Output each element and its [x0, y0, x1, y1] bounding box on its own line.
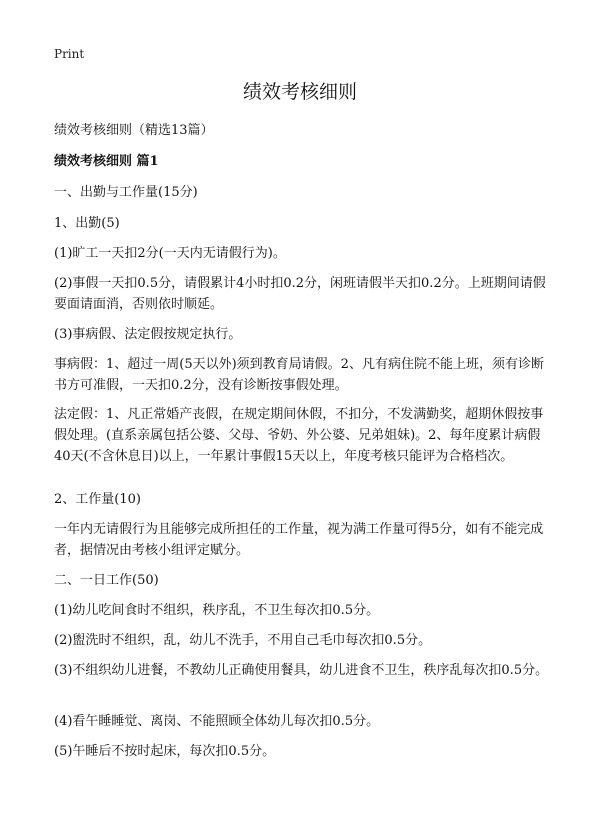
paragraph-snack-time: (1)幼儿吃间食时不组织，秩序乱，不卫生每次扣0.5分。 — [54, 603, 380, 618]
paragraph-sick-leave-rules: 事病假：1、超过一周(5天以外)须到教育局请假。2、凡有病住院不能上班，须有诊断书方可准假，一天扣0.2分，没有诊断按事假处理。 — [54, 357, 544, 393]
paragraph-washing: (2)盥洗时不组织，乱，幼儿不洗手，不用自己毛巾每次扣0.5分。 — [54, 633, 432, 648]
paragraph-meals: (3)不组织幼儿进餐，不教幼儿正确使用餐具，幼儿进食不卫生，秩序乱每次扣0.5分。 — [54, 663, 549, 678]
document-title: 绩效考核细则 — [242, 81, 357, 103]
print-link[interactable]: Print — [54, 47, 85, 61]
paragraph-legal-leave-rules: 法定假：1、凡正常婚产丧假，在规定期间休假，不扣分，不发满勤奖，超期休假按事假处理。(直系亲属包括公婆、父母、爷奶、外公婆、兄弟姐妹)。2、每年度累计病假40天(不含休息日)以上，一年累计事假15天以上，年度考核只能评为合格档次。 — [54, 407, 544, 464]
section-heading: 绩效考核细则 篇1 — [54, 154, 159, 169]
paragraph-absence: (1)旷工一天扣2分(一天内无请假行为)。 — [54, 246, 286, 261]
paragraph-workload: 2、工作量(10) — [54, 492, 141, 507]
paragraph-sick-legal-leave: (3)事病假、法定假按规定执行。 — [54, 327, 242, 342]
paragraph-attendance: 1、出勤(5) — [54, 216, 120, 231]
paragraph-nap-wakeup: (5)午睡后不按时起床，每次扣0.5分。 — [54, 744, 276, 759]
paragraph-daily-work: 二、一日工作(50) — [54, 573, 159, 588]
document-subtitle: 绩效考核细则（精选13篇） — [54, 123, 214, 138]
paragraph-attendance-workload: 一、出勤与工作量(15分) — [54, 185, 198, 200]
paragraph-nap-supervision: (4)看午睡睡觉、离岗、不能照顾全体幼儿每次扣0.5分。 — [54, 714, 380, 729]
paragraph-personal-leave: (2)事假一天扣0.5分，请假累计4小时扣0.2分，闲班请假半天扣0.2分。上班期间请假要面请面消，否则依时顺延。 — [54, 276, 546, 312]
paragraph-workload-rules: 一年内无请假行为且能够完成所担任的工作量，视为满工作量可得5分，如有不能完成者，据情况由考核小组评定赋分。 — [54, 522, 544, 558]
